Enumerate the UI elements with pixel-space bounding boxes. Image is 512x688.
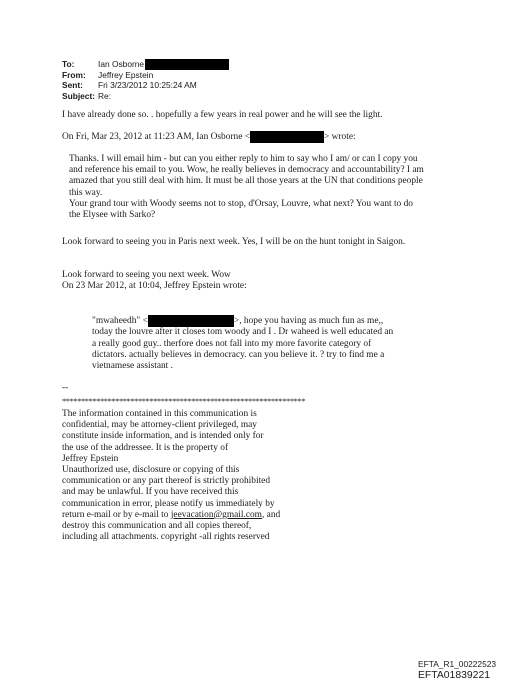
disclaimer-line: communication in error, please notify us immediately by bbox=[62, 498, 275, 509]
footer-id-2: EFTA01839221 bbox=[418, 670, 491, 681]
quoted-line: Your grand tour with Woody seems not to stop, d'Orsay, Louvre, what next? You want to do bbox=[69, 198, 413, 209]
disclaimer-line: Unauthorized use, disclosure or copying of this bbox=[62, 465, 240, 476]
to-row bbox=[62, 59, 229, 70]
from-row bbox=[62, 70, 229, 80]
subject-value: Re: bbox=[98, 90, 112, 101]
disclaimer-line: constitute inside information, and is intended only for bbox=[62, 431, 264, 442]
quoted-first-rest: >, hope you having as much fun as me,, bbox=[233, 316, 384, 327]
disclaimer-email-before: return e-mail or by e-mail to bbox=[62, 509, 171, 520]
quoted-line: and reference his email to you. Wow, he really believes in democracy and accountability? I am bbox=[69, 165, 424, 176]
from-value: Jeffrey Epstein bbox=[98, 70, 154, 81]
from-label: From: bbox=[62, 70, 86, 81]
sent-row bbox=[62, 80, 229, 90]
disclaimer-line: communication or any part thereof is strictly prohibited bbox=[62, 476, 271, 487]
quote-intro bbox=[62, 131, 356, 143]
quoted-first-line bbox=[92, 315, 393, 327]
disclaimer-email-after: , and bbox=[261, 509, 281, 520]
email-header bbox=[62, 59, 229, 101]
quoted-message-1 bbox=[69, 154, 424, 221]
quoted-line: On 23 Mar 2012, at 10:04, Jeffrey Epstein wrote: bbox=[62, 281, 247, 292]
disclaimer bbox=[62, 409, 280, 543]
reply-text: I have already done so. . hopefully a few years in real power and he will see the light. bbox=[62, 110, 383, 120]
quoted-line: vietnamese assistant . bbox=[92, 360, 173, 371]
disclaimer-line: destroy this communication and all copies thereof, bbox=[62, 521, 252, 532]
quoted-line: a really good guy.. therfore does not fall into my more favorite category of bbox=[92, 338, 372, 349]
quoted-line: this way. bbox=[69, 187, 103, 198]
quote-intro-after: > wrote: bbox=[324, 132, 356, 143]
signature-dashes: -- bbox=[62, 383, 69, 393]
to-value: Ian Osborne bbox=[98, 59, 145, 69]
disclaimer-line: The information contained in this communication is bbox=[62, 409, 257, 419]
sent-value: Fri 3/23/2012 10:25:24 AM bbox=[98, 80, 197, 91]
paris-line: Look forward to seeing you in Paris next week. Yes, I will be on the hunt tonight in Saigon. bbox=[62, 237, 406, 247]
to-label: To: bbox=[62, 59, 75, 69]
signature-divider: **************************************************************** bbox=[62, 396, 305, 406]
redaction-box bbox=[250, 131, 324, 143]
quoted-line: amazed that you still deal with him. It must be all those years at the UN that conditions people bbox=[69, 176, 423, 187]
redaction-box bbox=[145, 59, 229, 70]
disclaimer-line: Jeffrey Epstein bbox=[62, 453, 119, 464]
quoted-message-3 bbox=[92, 315, 393, 372]
quoted-line: today the louvre after it closes tom woody and I . Dr waheed is well educated an bbox=[92, 327, 394, 338]
redaction-box bbox=[148, 315, 234, 327]
quote-intro-before: On Fri, Mar 23, 2012 at 11:23 AM, Ian Osborne < bbox=[62, 132, 250, 143]
quoted-sender: "mwaheedh" < bbox=[92, 316, 148, 327]
sent-label: Sent: bbox=[62, 80, 83, 91]
quoted-message-2 bbox=[62, 270, 247, 292]
disclaimer-line: and may be unlawful. If you have received this bbox=[62, 487, 239, 498]
quoted-line: Thanks. I will email him - but can you either reply to him to say who I am/ or can I copy you bbox=[69, 154, 418, 164]
disclaimer-line: including all attachments. copyright -all rights reserved bbox=[62, 532, 270, 543]
footer-id-1: EFTA_R1_00222523 bbox=[418, 659, 497, 669]
quoted-line: Look forward to seeing you next week. Wow bbox=[62, 270, 231, 280]
subject-label: Subject: bbox=[62, 90, 96, 101]
subject-row bbox=[62, 91, 229, 101]
disclaimer-email-line bbox=[62, 510, 280, 521]
email-link[interactable]: jeevacation@gmail.com bbox=[170, 509, 262, 520]
disclaimer-line: confidential, may be attorney-client privileged, may bbox=[62, 420, 257, 431]
quoted-line: dictators. actually believes in democracy. can you believe it. ? try to find me a bbox=[92, 349, 385, 360]
disclaimer-line: the use of the addressee. It is the property of bbox=[62, 442, 229, 453]
quoted-line: the Elysee with Sarko? bbox=[69, 210, 156, 221]
